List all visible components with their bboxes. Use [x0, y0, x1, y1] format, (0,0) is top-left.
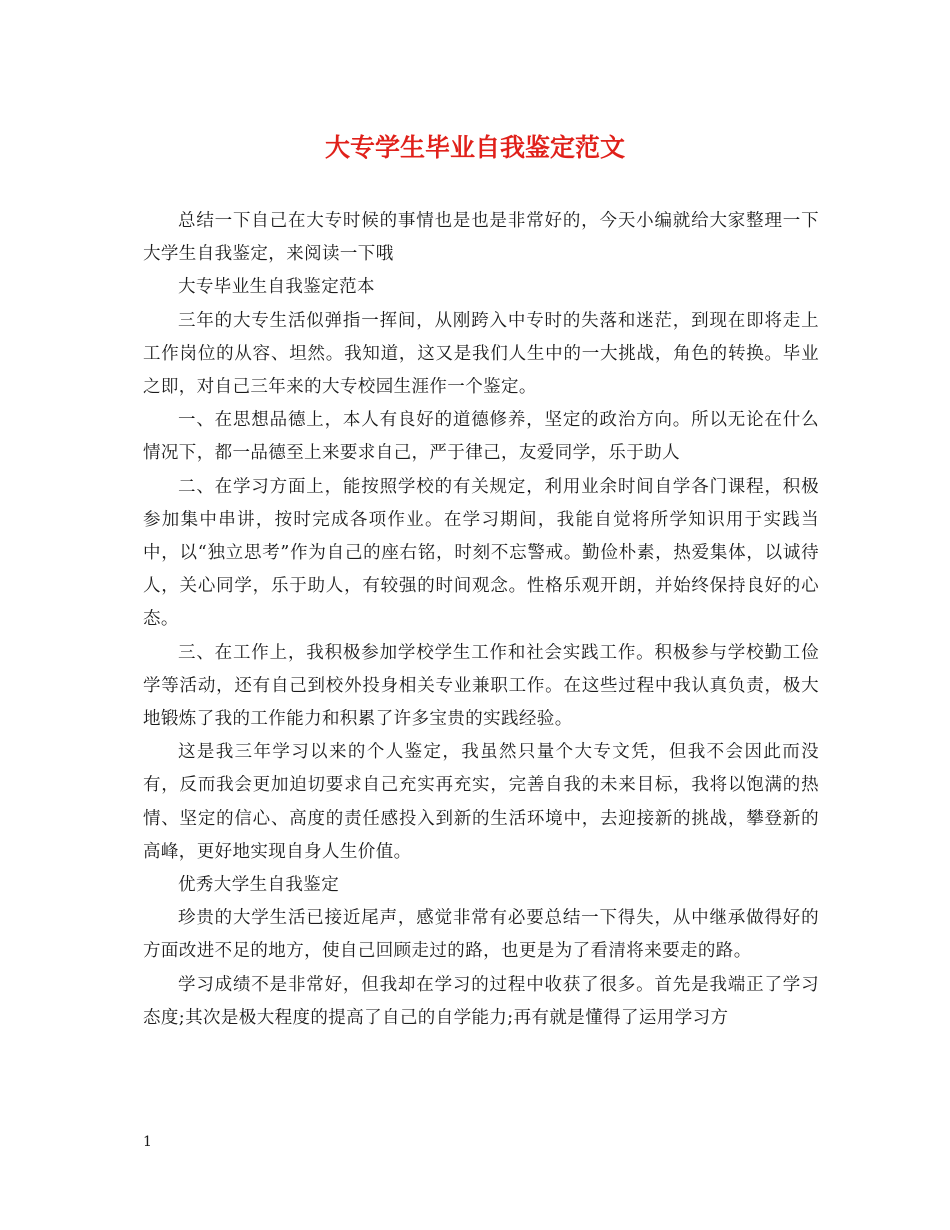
paragraph-college-life: 珍贵的大学生活已接近尾声，感觉非常有必要总结一下得失，从中继承做得好的方面改进不足的地方，使自己回顾走过的路，也更是为了看清将来要走的路。 [143, 908, 819, 962]
document-title: 大专学生毕业自我鉴定范文 [324, 133, 625, 162]
paragraph-study: 二、在学习方面上，能按照学校的有关规定，利用业余时间自学各门课程，积极参加集中串讲，按时完成各项作业。在学习期间，我能自觉将所学知识用于实践当中，以“独立思考”作为自己的座右铭，时刻不忘警戒。勤俭朴素，热爱集体，以诚待人，关心同学，乐于助人，有较强的时间观念。性格乐观开朗，并始终保持良好的心态。 [143, 476, 819, 630]
page-number: 1 [143, 1134, 152, 1150]
document-body [143, 205, 819, 1035]
section-heading-excellent: 优秀大学生自我鉴定 [178, 875, 340, 896]
paragraph-moral: 一、在思想品德上，本人有良好的道德修养，坚定的政治方向。所以无论在什么情况下，都一品德至上来要求自己，严于律己，友爱同学，乐于助人 [143, 410, 819, 464]
paragraph-conclusion: 这是我三年学习以来的个人鉴定，我虽然只量个大专文凭，但我不会因此而没有，反而我会更加迫切要求自己充实再充实，完善自我的未来目标，我将以饱满的热情、坚定的信心、高度的责任感投入到新的生活环境中，去迎接新的挑战，攀登新的高峰，更好地实现自身人生价值。 [143, 742, 819, 862]
paragraph-work: 三、在工作上，我积极参加学校学生工作和社会实践工作。积极参与学校勤工俭学等活动，还有自己到校外投身相关专业兼职工作。在这些过程中我认真负责，极大地锻炼了我的工作能力和积累了许多宝贵的实践经验。 [143, 642, 819, 730]
paragraph-intro: 总结一下自己在大专时候的事情也是也是非常好的，今天小编就给大家整理一下大学生自我鉴定，来阅读一下哦 [143, 211, 819, 265]
section-heading-template: 大专毕业生自我鉴定范本 [178, 277, 375, 298]
paragraph-overview: 三年的大专生活似弹指一挥间，从刚跨入中专时的失落和迷茫，到现在即将走上工作岗位的从容、坦然。我知道，这又是我们人生中的一大挑战，角色的转换。毕业之即，对自己三年来的大专校园生涯作一个鉴定。 [143, 310, 819, 398]
paragraph-learning: 学习成绩不是非常好，但我却在学习的过程中收获了很多。首先是我端正了学习态度;其次是极大程度的提高了自己的自学能力;再有就是懂得了运用学习方 [143, 974, 819, 1028]
